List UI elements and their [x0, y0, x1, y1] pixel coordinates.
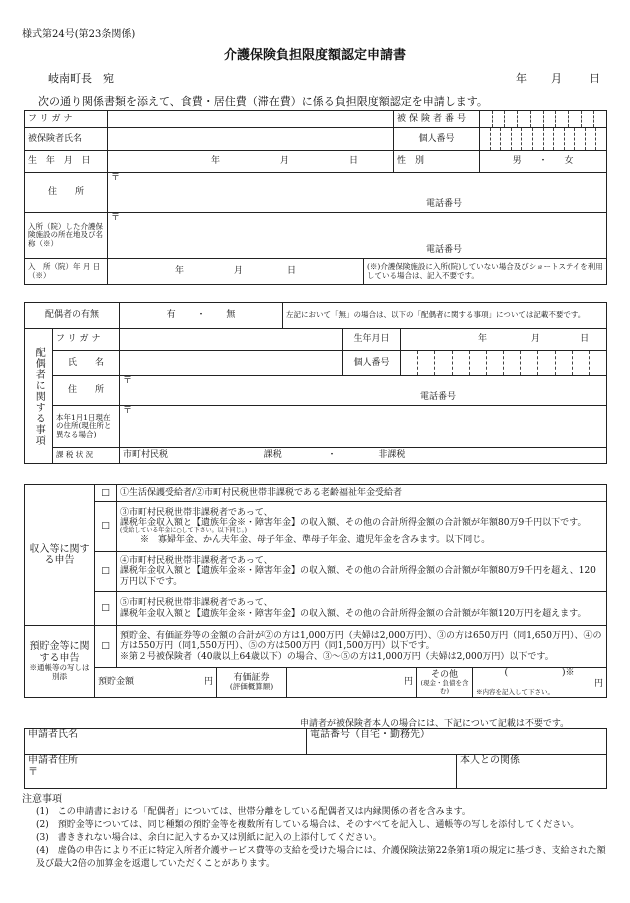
requester-relation-label: 本人との関係	[460, 755, 520, 766]
admission-day: 日	[287, 266, 297, 277]
insured-number-label: 被保険者番号	[394, 111, 480, 128]
savings-checkbox[interactable]: □	[95, 626, 117, 668]
spouse-tax-field[interactable]	[120, 448, 607, 464]
spouse-address-postal: 〒	[123, 376, 133, 386]
note-item-1: (1) この申請書における「配偶者」については、世帯分離をしている配偶者又は内縁関係の者を含みます。	[36, 807, 471, 817]
spouse-table	[24, 302, 607, 464]
facility-postal: 〒	[111, 213, 121, 223]
applicant-table	[24, 110, 607, 285]
income-table	[24, 484, 607, 698]
income-opt1-checkbox[interactable]: □	[95, 485, 117, 502]
spouse-yes[interactable]: 有	[166, 310, 176, 321]
spouse-no[interactable]: 無	[226, 310, 236, 321]
spouse-name-field[interactable]	[120, 351, 343, 376]
spouse-presence-note: 左記において「無」の場合は、以下の「配偶者に関する事項」については記載不要です。	[283, 303, 607, 329]
spouse-dot: ・	[196, 310, 206, 321]
page-title: 介護保険負担限度額認定申請書	[223, 48, 406, 63]
income-opt4-checkbox[interactable]: □	[95, 552, 117, 592]
furigana-label: フリガナ	[25, 111, 108, 128]
income-opt3	[117, 502, 607, 552]
admission-label: 入 所（院）年 月 日（※）	[25, 259, 108, 285]
admission-month: 月	[234, 266, 244, 277]
note-item-2: (2) 預貯金等については、同じ種類の預貯金等を複数所有している場合は、そのすべてを記入し、通帳等の写しを添付してください。	[36, 820, 580, 830]
income-opt5-line1: ⑤市町村民税世帯非課税者であって、	[120, 598, 273, 609]
securities-label: 有価証券	[233, 673, 270, 684]
requester-phone-label: 電話番号（自宅・勤務先）	[310, 729, 430, 740]
facility-label: 入所（院）した介護保険施設の所在地及び名 称（※）	[25, 213, 108, 259]
requester-address-field[interactable]	[25, 755, 457, 789]
spouse-tax-muni: 市町村民税	[123, 450, 169, 461]
income-opt3-line1: ③市町村民税世帯非課税者であって、	[120, 507, 273, 518]
savings-label-cell	[25, 626, 95, 698]
birth-month: 月	[280, 156, 290, 167]
notes-section	[22, 793, 612, 871]
spouse-address-label: 住 所	[53, 376, 120, 406]
sex-dot: ・	[538, 156, 548, 167]
spouse-address-field[interactable]	[120, 376, 607, 406]
address-phone-label: 電話番号	[426, 199, 463, 209]
sex-male[interactable]: 男	[512, 156, 522, 167]
deposit-yen: 円	[203, 677, 213, 688]
requester-name-label: 申請者氏名	[28, 729, 78, 740]
income-opt4-line1: ④市町村民税世帯非課税者であって、	[120, 555, 273, 566]
address-field[interactable]	[108, 173, 607, 213]
spouse-tax-label: 課 税 状 況	[53, 448, 120, 464]
personal-number-field[interactable]	[480, 128, 607, 151]
spouse-furigana-field[interactable]	[120, 329, 343, 351]
spouse-jan1-label: 本年1月1日現在の住所(現住所と異なる場合)	[53, 406, 120, 448]
spouse-birth-field[interactable]	[401, 329, 607, 351]
spouse-phone-label: 電話番号	[420, 392, 457, 402]
requester-address-label: 申請者住所	[28, 755, 78, 766]
securities-yen: 円	[403, 677, 413, 688]
deposit-label: 預貯金額	[98, 677, 135, 688]
income-opt1: ①生活保護受給者/②市町村民税世帯非課税である老齢福祉年金受給者	[117, 485, 607, 502]
date-month[interactable]: 月	[551, 72, 562, 85]
other-label: その他	[430, 669, 458, 680]
spouse-jan1-field[interactable]	[120, 406, 607, 448]
income-opt4-line2: 課税年金収入額と【遺族年金※・障害年金】の収入額、その他の合計所得金額の合計額が年額80万9千円を超え、120万円以下です。	[120, 566, 596, 587]
spouse-personal-number-label: 個人番号	[343, 351, 401, 376]
birth-field[interactable]	[108, 151, 394, 173]
deposit-field[interactable]	[95, 668, 217, 698]
spouse-name-label: 氏 名	[53, 351, 120, 376]
spouse-birth-month: 月	[531, 334, 541, 345]
insured-name-field[interactable]	[108, 128, 394, 151]
income-opt5	[117, 592, 607, 626]
savings-text2: ※第２号被保険者（40歳以上64歳以下）の場合、③～⑤の方は1,000万円（夫婦は2,000万円）以下です。	[120, 651, 554, 662]
form-number: 様式第24号(第23条関係)	[22, 29, 136, 40]
income-opt5-checkbox[interactable]: □	[95, 592, 117, 626]
admission-note: (※)介護保険施設に入所(院)していない場合及びショートステイを利用している場合は、記入不要です。	[364, 259, 607, 285]
other-label-cell	[417, 668, 473, 698]
spouse-birth-day: 日	[580, 334, 590, 345]
savings-label: 預貯金等に関する申告	[29, 641, 90, 664]
facility-phone-label: 電話番号	[426, 245, 463, 255]
spouse-presence-options[interactable]	[120, 303, 283, 329]
spouse-furigana-label: フリガナ	[53, 329, 120, 351]
other-sub: (現金・負債を含む)	[420, 679, 469, 695]
admission-year: 年	[175, 266, 185, 277]
other-yen: 円	[594, 678, 604, 689]
addressee: 岐南町長 宛	[48, 72, 114, 85]
savings-label-note: ※通帳等の写しは別添	[29, 663, 90, 681]
birth-label: 生 年 月 日	[25, 151, 108, 173]
intro-text: 次の通り関係書類を添えて、食費・居住費（滞在費）に係る負担限度額認定を申請します。	[38, 95, 488, 108]
other-field[interactable]	[473, 668, 607, 698]
income-label: 収入等に関する申告	[25, 485, 95, 626]
insured-number-field[interactable]	[480, 111, 607, 128]
other-paren: ( )※	[504, 668, 575, 679]
requester-address-postal: 〒	[28, 766, 38, 778]
address-label: 住 所	[25, 173, 108, 213]
sex-label: 性 別	[394, 151, 480, 173]
notes-title: 注意事項	[22, 794, 62, 805]
note-item-4: (4) 虚偽の申告により不正に特定入所者介護サービス費等の支給を受けた場合には、介護保険法第22条第1項の規定に基づき、支給された額及び最大2倍の加算金を返還していただくことがあります。	[36, 846, 606, 869]
furigana-field[interactable]	[108, 111, 394, 128]
spouse-tax-dot: ・	[327, 450, 337, 461]
spouse-birth-label: 生年月日	[343, 329, 401, 351]
spouse-personal-number-field[interactable]	[401, 351, 607, 376]
birth-day: 日	[349, 156, 359, 167]
sex-options[interactable]	[480, 151, 607, 173]
income-opt4	[117, 552, 607, 592]
personal-number-label: 個人番号	[394, 128, 480, 151]
date-year[interactable]: 年	[516, 72, 527, 85]
requester-phone-field[interactable]	[307, 729, 607, 755]
insured-name-label: 被保険者氏名	[25, 128, 108, 151]
birth-year: 年	[211, 156, 221, 167]
spouse-birth-year: 年	[478, 334, 488, 345]
savings-text1: 預貯金、有価証券等の金額の合計が②の方は1,000万円（夫婦は2,000万円）、③の方は650万円（同1,650万円）、④の方は550万円（同1,550万円）、⑤の方は500万円（同1,500万円）以下です。	[120, 630, 602, 652]
income-opt3-line2: 課税年金収入額と【遺族年金※・障害年金】の収入額、その他の合計所得金額の合計額が年額80万9千円以下です。	[120, 517, 587, 528]
address-postal: 〒	[111, 173, 121, 183]
requester-relation-field[interactable]	[457, 755, 607, 789]
securities-field[interactable]	[287, 668, 417, 698]
other-note: ※内容を記入して下さい。	[476, 688, 554, 697]
spouse-side-label: 配偶者に関する事項	[25, 329, 53, 464]
spouse-jan1-postal: 〒	[123, 406, 133, 416]
requester-name-field[interactable]	[25, 729, 307, 755]
requester-table	[24, 728, 607, 789]
spouse-tax-untaxed[interactable]: 非課税	[378, 450, 406, 461]
date-day[interactable]: 日	[589, 72, 600, 85]
securities-label-cell	[217, 668, 287, 698]
income-opt3-note: ※ 寡婦年金、かん夫年金、母子年金、準母子年金、遺児年金を含みます。以下同じ。	[140, 535, 491, 546]
securities-sub: (評価概算額)	[229, 682, 274, 692]
note-item-3: (3) 書ききれない場合は、余白に記入するか又は別紙に記入の上添付してください。	[36, 833, 382, 843]
spouse-presence-label: 配偶者の有無	[25, 303, 120, 329]
income-opt3-checkbox[interactable]: □	[95, 502, 117, 552]
sex-female[interactable]: 女	[564, 156, 574, 167]
facility-field[interactable]	[108, 213, 607, 259]
income-opt3-small: (受給している年金に○して下さい。以下同じ。)	[120, 527, 247, 535]
admission-field[interactable]	[108, 259, 364, 285]
savings-text	[117, 626, 607, 668]
requester-note: 申請者が被保険者本人の場合には、下記について記載は不要です。	[300, 719, 570, 729]
spouse-tax-taxed[interactable]: 課税	[263, 450, 282, 461]
income-opt5-line2: 課税年金収入額と【遺族年金※・障害年金】の収入額、その他の合計所得金額の合計額が年額120万円を超えます。	[120, 608, 587, 619]
